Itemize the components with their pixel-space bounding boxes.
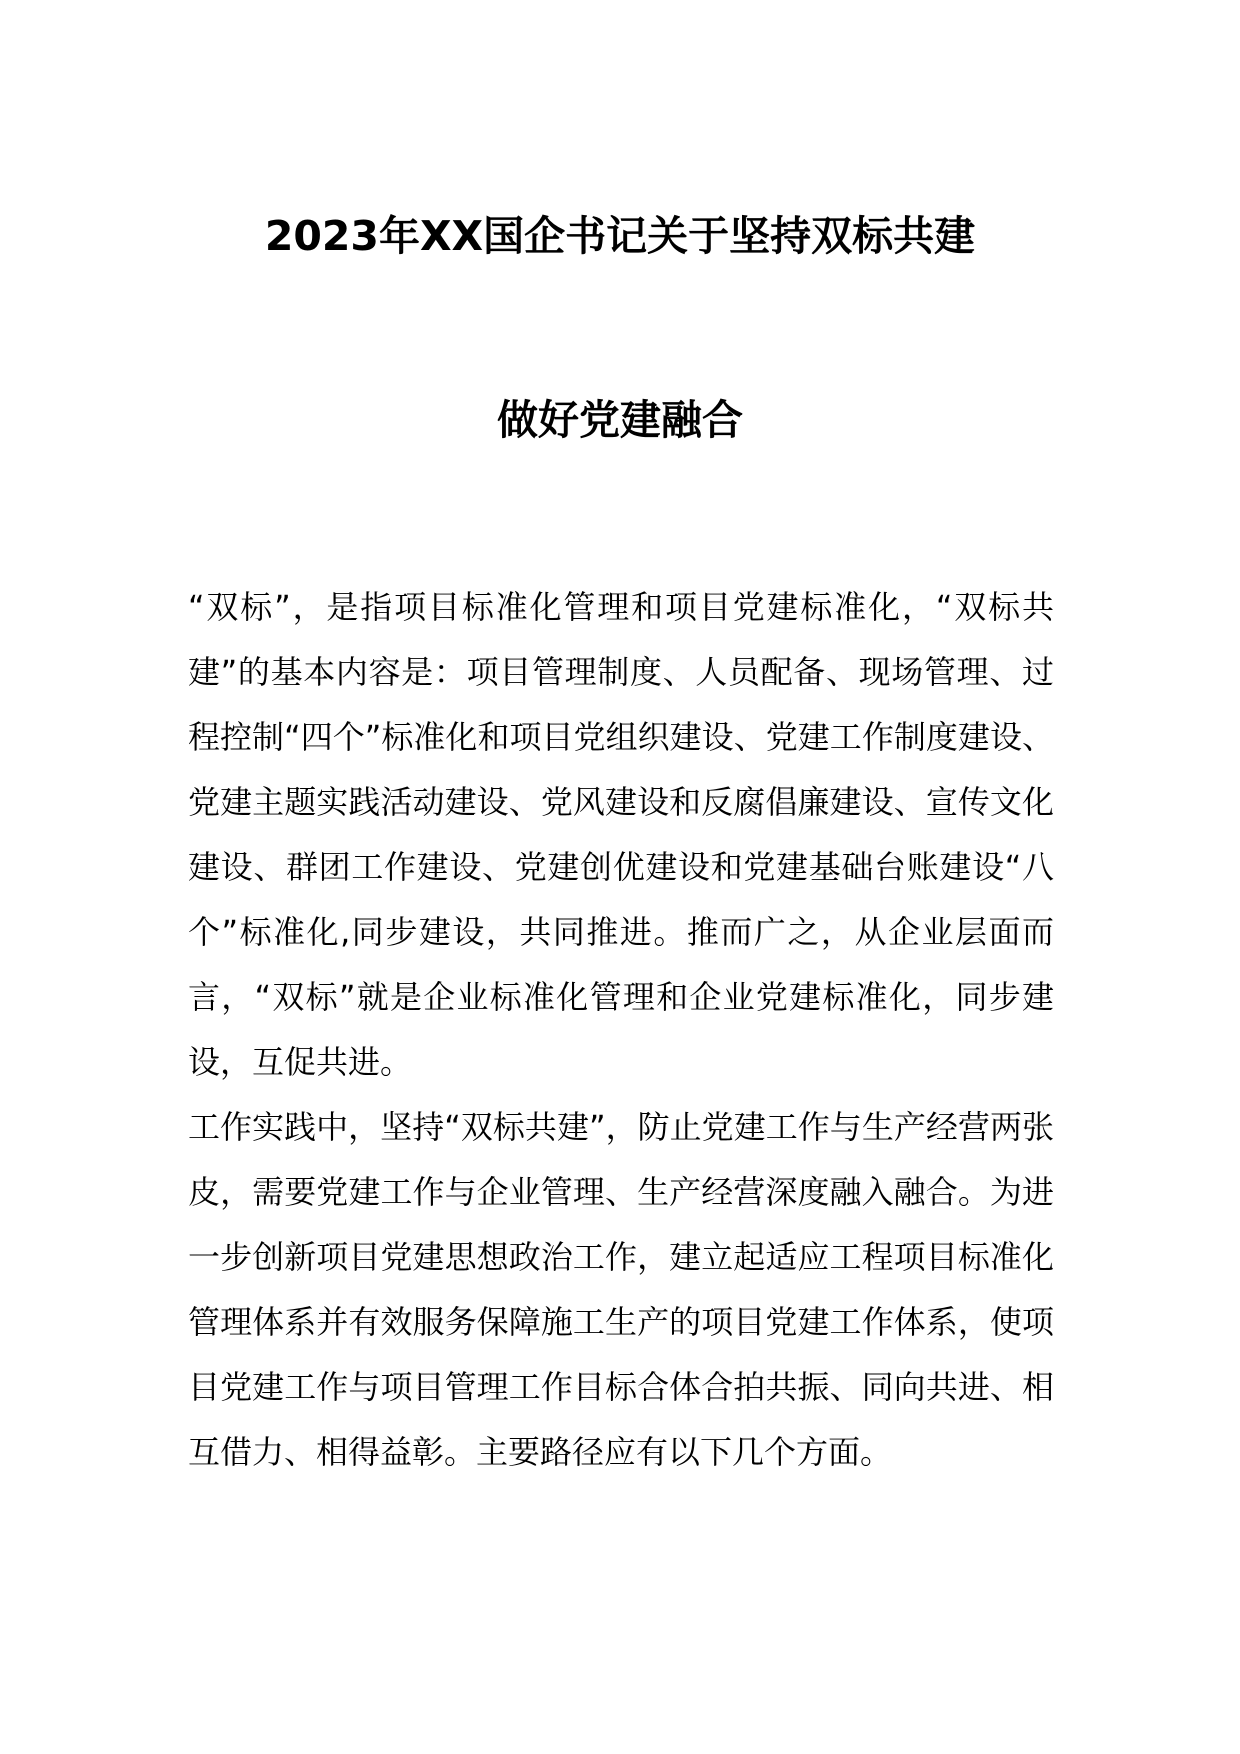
body-paragraph-2: 工作实践中，坚持“双标共建”，防止党建工作与生产经营两张皮，需要党建工作与企业管理、生产经营深度融入融合。为进一步创新项目党建思想政治工作，建立起适应工程项目标准化管理体系并有效服务保障施工生产的项目党建工作体系，使项目党建工作与项目管理工作目标合体合拍共振、同向共进、相互借力、相得益彰。主要路径应有以下几个方面。	[188, 1108, 1054, 1471]
body-paragraph-1: “双标”，是指项目标准化管理和项目党建标准化，“双标共建”的基本内容是：项目管理制度、人员配备、现场管理、过程控制“四个”标准化和项目党组织建设、党建工作制度建设、党建主题实践活动建设、党风建设和反腐倡廉建设、宣传文化建设、群团工作建设、党建创优建设和党建基础台账建设“八个”标准化,同步建设，共同推进。推而广之，从企业层面而言，“双标”就是企业标准化管理和企业党建标准化，同步建设，互促共进。	[188, 588, 1054, 1081]
document-body	[188, 575, 1054, 1485]
document-title-line-2: 做好党建融合	[497, 396, 743, 444]
document-title-line-1: 2023年XX国企书记关于坚持双标共建	[264, 212, 976, 260]
